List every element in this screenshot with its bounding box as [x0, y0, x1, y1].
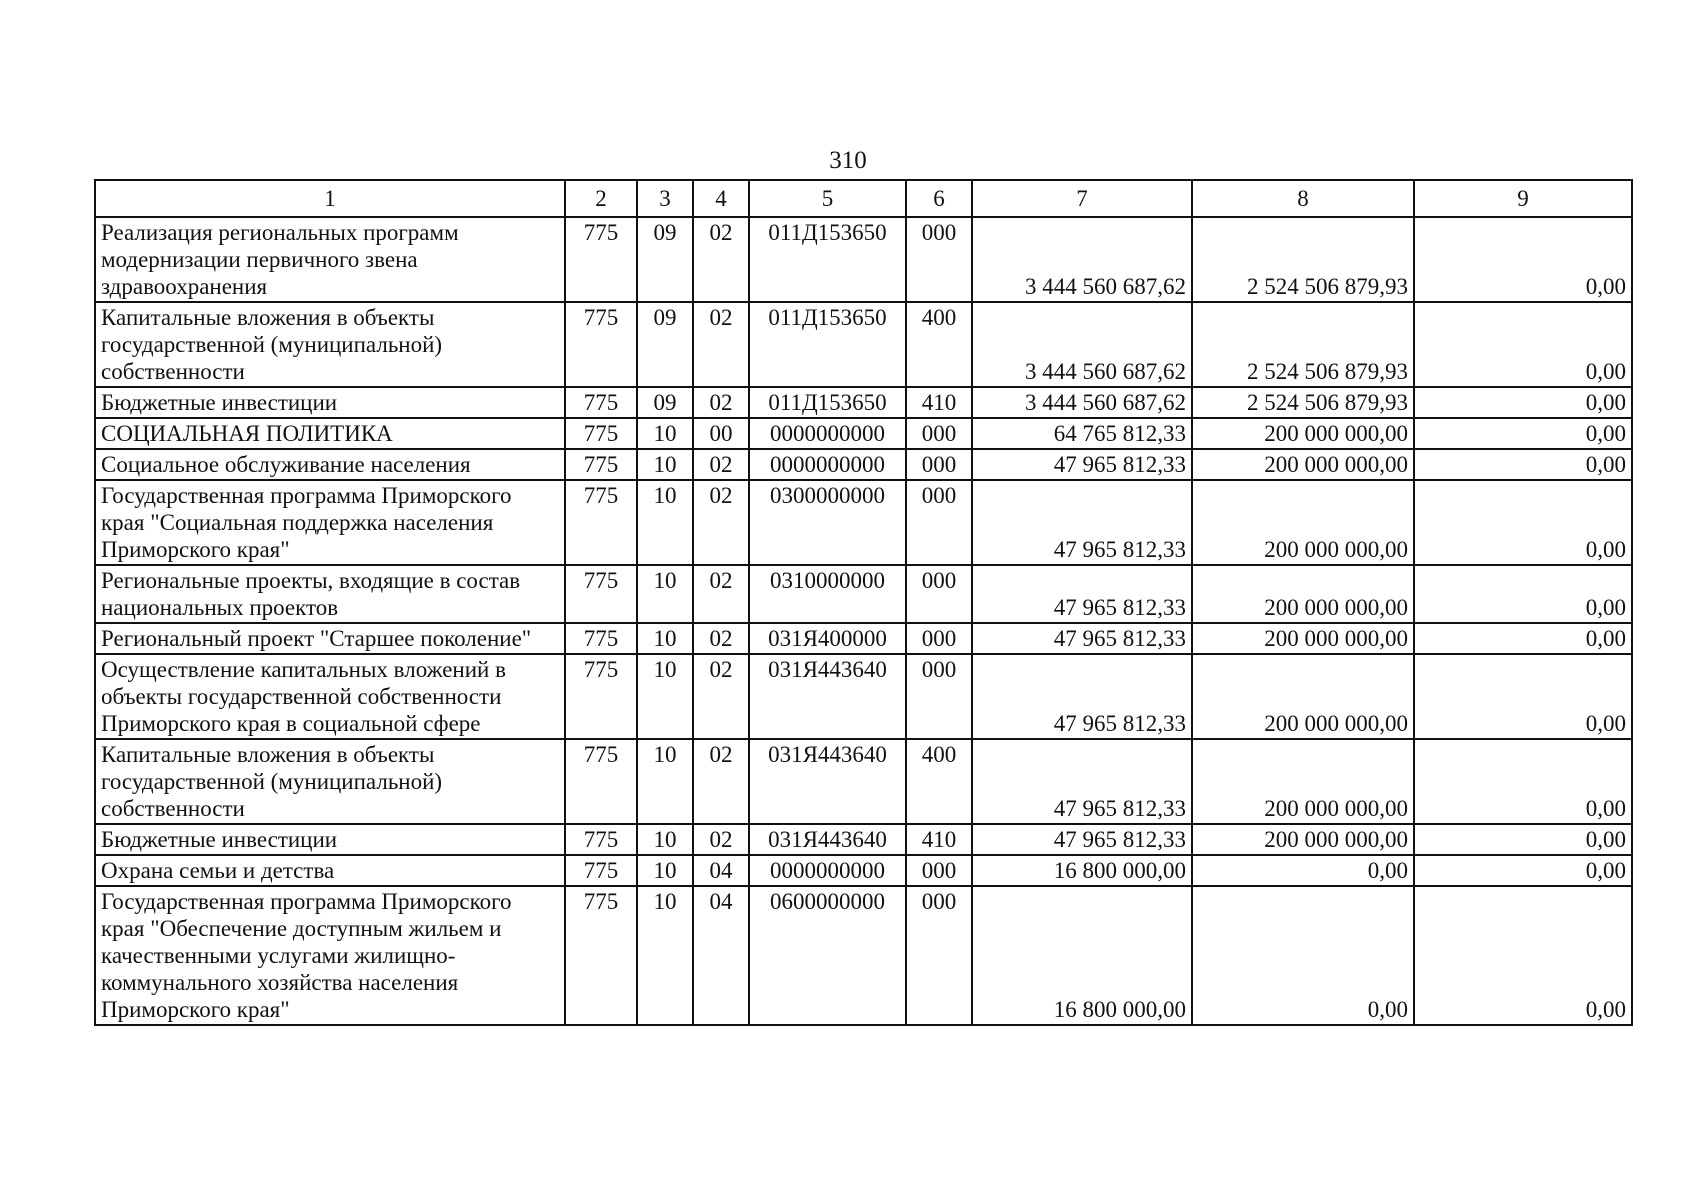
column-header: 3 — [637, 180, 693, 217]
row-name-cell: СОЦИАЛЬНАЯ ПОЛИТИКА — [95, 418, 565, 449]
section-code-cell: 10 — [637, 449, 693, 480]
amount-col9-cell: 0,00 — [1414, 302, 1632, 387]
subsection-code-cell: 02 — [693, 217, 749, 302]
amount-col9-cell: 0,00 — [1414, 623, 1632, 654]
row-name-cell: Государственная программа Приморского края "Обеспечение доступным жильем и качественными услугами жилищно-коммунального хозяйства населения Приморского края" — [95, 886, 565, 1025]
subsection-code-cell: 02 — [693, 480, 749, 565]
expense-type-cell: 000 — [906, 654, 972, 739]
subsection-code-cell: 02 — [693, 824, 749, 855]
subsection-code-cell: 04 — [693, 855, 749, 886]
section-code-cell: 09 — [637, 387, 693, 418]
section-code-cell: 10 — [637, 886, 693, 1025]
table-row — [95, 217, 1632, 302]
expense-type-cell: 000 — [906, 855, 972, 886]
table-row — [95, 824, 1632, 855]
section-code-cell: 09 — [637, 217, 693, 302]
section-code-cell: 10 — [637, 480, 693, 565]
column-header: 7 — [972, 180, 1192, 217]
amount-col9-cell: 0,00 — [1414, 387, 1632, 418]
amount-col9-cell: 0,00 — [1414, 565, 1632, 623]
section-code-cell: 10 — [637, 855, 693, 886]
amount-col7-cell: 47 965 812,33 — [972, 565, 1192, 623]
amount-col9-cell: 0,00 — [1414, 824, 1632, 855]
amount-col9-cell: 0,00 — [1414, 449, 1632, 480]
ministry-code-cell: 775 — [565, 217, 637, 302]
row-name-cell: Бюджетные инвестиции — [95, 824, 565, 855]
subsection-code-cell: 02 — [693, 565, 749, 623]
target-article-cell: 0000000000 — [749, 449, 906, 480]
target-article-cell: 0300000000 — [749, 480, 906, 565]
amount-col8-cell: 0,00 — [1192, 886, 1414, 1025]
target-article-cell: 0000000000 — [749, 855, 906, 886]
budget-table — [94, 179, 1633, 1026]
expense-type-cell: 000 — [906, 217, 972, 302]
amount-col8-cell: 200 000 000,00 — [1192, 480, 1414, 565]
column-header: 4 — [693, 180, 749, 217]
expense-type-cell: 000 — [906, 623, 972, 654]
subsection-code-cell: 02 — [693, 739, 749, 824]
column-header: 8 — [1192, 180, 1414, 217]
amount-col7-cell: 3 444 560 687,62 — [972, 387, 1192, 418]
table-row — [95, 449, 1632, 480]
expense-type-cell: 400 — [906, 739, 972, 824]
ministry-code-cell: 775 — [565, 739, 637, 824]
amount-col7-cell: 47 965 812,33 — [972, 739, 1192, 824]
amount-col8-cell: 200 000 000,00 — [1192, 449, 1414, 480]
amount-col9-cell: 0,00 — [1414, 480, 1632, 565]
target-article-cell: 011Д153650 — [749, 302, 906, 387]
ministry-code-cell: 775 — [565, 418, 637, 449]
amount-col7-cell: 64 765 812,33 — [972, 418, 1192, 449]
ministry-code-cell: 775 — [565, 302, 637, 387]
target-article-cell: 031Я443640 — [749, 654, 906, 739]
amount-col7-cell: 47 965 812,33 — [972, 623, 1192, 654]
ministry-code-cell: 775 — [565, 824, 637, 855]
target-article-cell: 011Д153650 — [749, 387, 906, 418]
table-row — [95, 418, 1632, 449]
amount-col9-cell: 0,00 — [1414, 739, 1632, 824]
ministry-code-cell: 775 — [565, 480, 637, 565]
column-header: 9 — [1414, 180, 1632, 217]
expense-type-cell: 000 — [906, 886, 972, 1025]
section-code-cell: 10 — [637, 824, 693, 855]
amount-col7-cell: 3 444 560 687,62 — [972, 302, 1192, 387]
amount-col7-cell: 47 965 812,33 — [972, 449, 1192, 480]
amount-col9-cell: 0,00 — [1414, 855, 1632, 886]
section-code-cell: 10 — [637, 418, 693, 449]
table-row — [95, 302, 1632, 387]
row-name-cell: Региональные проекты, входящие в состав национальных проектов — [95, 565, 565, 623]
row-name-cell: Социальное обслуживание населения — [95, 449, 565, 480]
table-row — [95, 855, 1632, 886]
column-header: 5 — [749, 180, 906, 217]
subsection-code-cell: 04 — [693, 886, 749, 1025]
table-row — [95, 623, 1632, 654]
amount-col7-cell: 47 965 812,33 — [972, 824, 1192, 855]
subsection-code-cell: 02 — [693, 449, 749, 480]
amount-col8-cell: 200 000 000,00 — [1192, 654, 1414, 739]
table-row — [95, 654, 1632, 739]
row-name-cell: Региональный проект "Старшее поколение" — [95, 623, 565, 654]
table-header-row — [95, 180, 1632, 217]
amount-col7-cell: 47 965 812,33 — [972, 480, 1192, 565]
expense-type-cell: 000 — [906, 480, 972, 565]
subsection-code-cell: 02 — [693, 302, 749, 387]
target-article-cell: 011Д153650 — [749, 217, 906, 302]
expense-type-cell: 410 — [906, 824, 972, 855]
amount-col8-cell: 200 000 000,00 — [1192, 623, 1414, 654]
table-row — [95, 480, 1632, 565]
ministry-code-cell: 775 — [565, 654, 637, 739]
section-code-cell: 09 — [637, 302, 693, 387]
expense-type-cell: 000 — [906, 449, 972, 480]
page-number: 310 — [829, 147, 867, 174]
amount-col7-cell: 47 965 812,33 — [972, 654, 1192, 739]
amount-col9-cell: 0,00 — [1414, 217, 1632, 302]
ministry-code-cell: 775 — [565, 449, 637, 480]
target-article-cell: 0600000000 — [749, 886, 906, 1025]
column-header: 2 — [565, 180, 637, 217]
column-header: 1 — [95, 180, 565, 217]
ministry-code-cell: 775 — [565, 886, 637, 1025]
row-name-cell: Осуществление капитальных вложений в объекты государственной собственности Приморского края в социальной сфере — [95, 654, 565, 739]
amount-col8-cell: 0,00 — [1192, 855, 1414, 886]
row-name-cell: Государственная программа Приморского края "Социальная поддержка населения Приморского края" — [95, 480, 565, 565]
amount-col8-cell: 2 524 506 879,93 — [1192, 387, 1414, 418]
ministry-code-cell: 775 — [565, 565, 637, 623]
ministry-code-cell: 775 — [565, 387, 637, 418]
expense-type-cell: 000 — [906, 565, 972, 623]
target-article-cell: 031Я400000 — [749, 623, 906, 654]
amount-col8-cell: 2 524 506 879,93 — [1192, 302, 1414, 387]
subsection-code-cell: 00 — [693, 418, 749, 449]
target-article-cell: 0000000000 — [749, 418, 906, 449]
section-code-cell: 10 — [637, 739, 693, 824]
table-row — [95, 387, 1632, 418]
expense-type-cell: 400 — [906, 302, 972, 387]
target-article-cell: 0310000000 — [749, 565, 906, 623]
subsection-code-cell: 02 — [693, 387, 749, 418]
target-article-cell: 031Я443640 — [749, 739, 906, 824]
expense-type-cell: 410 — [906, 387, 972, 418]
amount-col9-cell: 0,00 — [1414, 418, 1632, 449]
row-name-cell: Охрана семьи и детства — [95, 855, 565, 886]
row-name-cell: Капитальные вложения в объекты государственной (муниципальной) собственности — [95, 739, 565, 824]
subsection-code-cell: 02 — [693, 654, 749, 739]
target-article-cell: 031Я443640 — [749, 824, 906, 855]
ministry-code-cell: 775 — [565, 855, 637, 886]
table-row — [95, 565, 1632, 623]
amount-col8-cell: 200 000 000,00 — [1192, 739, 1414, 824]
ministry-code-cell: 775 — [565, 623, 637, 654]
amount-col8-cell: 200 000 000,00 — [1192, 565, 1414, 623]
amount-col8-cell: 200 000 000,00 — [1192, 418, 1414, 449]
amount-col8-cell: 2 524 506 879,93 — [1192, 217, 1414, 302]
section-code-cell: 10 — [637, 623, 693, 654]
amount-col7-cell: 16 800 000,00 — [972, 886, 1192, 1025]
row-name-cell: Капитальные вложения в объекты государственной (муниципальной) собственности — [95, 302, 565, 387]
amount-col8-cell: 200 000 000,00 — [1192, 824, 1414, 855]
expense-type-cell: 000 — [906, 418, 972, 449]
column-header: 6 — [906, 180, 972, 217]
subsection-code-cell: 02 — [693, 623, 749, 654]
amount-col9-cell: 0,00 — [1414, 886, 1632, 1025]
section-code-cell: 10 — [637, 654, 693, 739]
table-row — [95, 739, 1632, 824]
table-row — [95, 886, 1632, 1025]
amount-col7-cell: 3 444 560 687,62 — [972, 217, 1192, 302]
section-code-cell: 10 — [637, 565, 693, 623]
row-name-cell: Бюджетные инвестиции — [95, 387, 565, 418]
row-name-cell: Реализация региональных программ модернизации первичного звена здравоохранения — [95, 217, 565, 302]
amount-col9-cell: 0,00 — [1414, 654, 1632, 739]
amount-col7-cell: 16 800 000,00 — [972, 855, 1192, 886]
